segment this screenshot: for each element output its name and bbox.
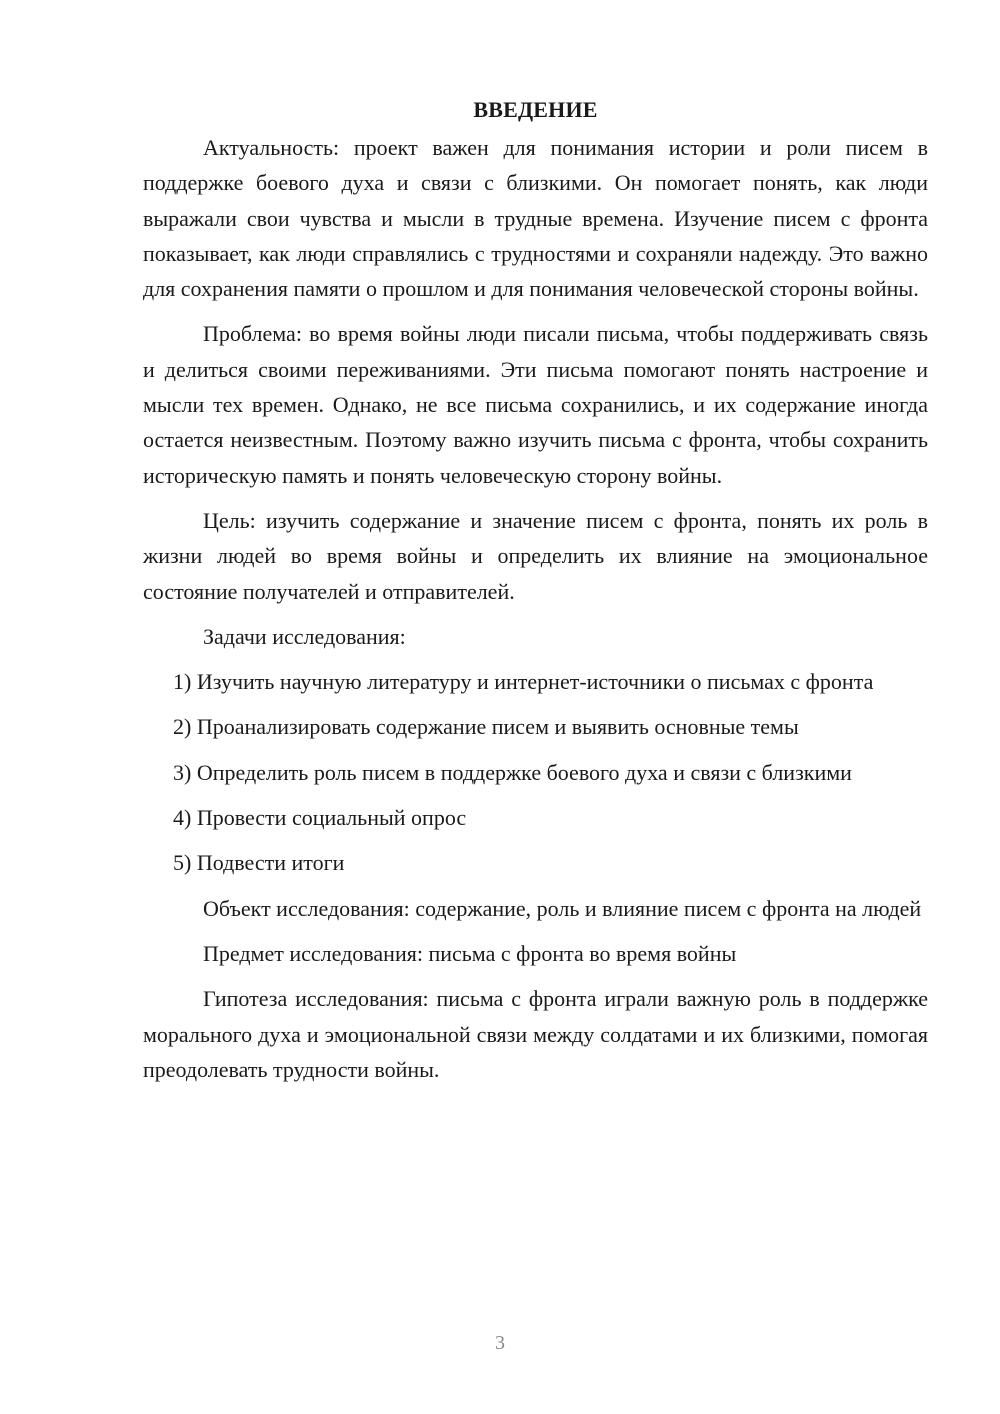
paragraph-problem: Проблема: во время войны люди писали письма, чтобы поддерживать связь и делиться своими переживаниями. Эти письма помогают понять настроение и мысли тех времен. Однако, не все письма сохранились, и их содержание иногда остается неизвестным. Поэтому важно изучить письма с фронта, чтобы сохранить историческую память и понять человеческую сторону войны. [143, 321, 928, 488]
task-item-2: 2) Проанализировать содержание писем и выявить основные темы [173, 714, 799, 740]
section-title: ВВЕДЕНИЕ [473, 97, 598, 122]
tasks-heading: Задачи исследования: [203, 623, 406, 649]
paragraph-object: Объект исследования: содержание, роль и влияние писем с фронта на людей [203, 895, 922, 921]
task-item-3: 3) Определить роль писем в поддержке боевого духа и связи с близкими [173, 759, 852, 785]
paragraph-goal: Цель: изучить содержание и значение писем с фронта, понять их роль в жизни людей во время войны и определить их влияние на эмоциональное состояние получателей и отправителей. [143, 507, 928, 604]
page-number: 3 [495, 1332, 505, 1354]
paragraph-subject: Предмет исследования: письма с фронта во время войны [203, 940, 737, 966]
paragraph-hypothesis: Гипотеза исследования: письма с фронта играли важную роль в поддержке морального духа и эмоциональной связи между солдатами и их близкими, помогая преодолевать трудности войны. [143, 986, 928, 1082]
task-item-5: 5) Подвести итоги [173, 850, 345, 876]
task-item-4: 4) Провести социальный опрос [173, 805, 467, 831]
paragraph-relevance: Актуальность: проект важен для понимания истории и роли писем в поддержке боевого духа и связи с близкими. Он помогает понять, как люди выражали свои чувства и мысли в трудные времена. Изучение писем с фронта показывает, как люди справлялись с трудностями и сохраняли надежду. Это важно для сохранения памяти о прошлом и для понимания человеческой стороны войны. [143, 135, 928, 302]
document-page [143, 92, 928, 1097]
task-item-1: 1) Изучить научную литературу и интернет-источники о письмах с фронта [173, 669, 874, 695]
